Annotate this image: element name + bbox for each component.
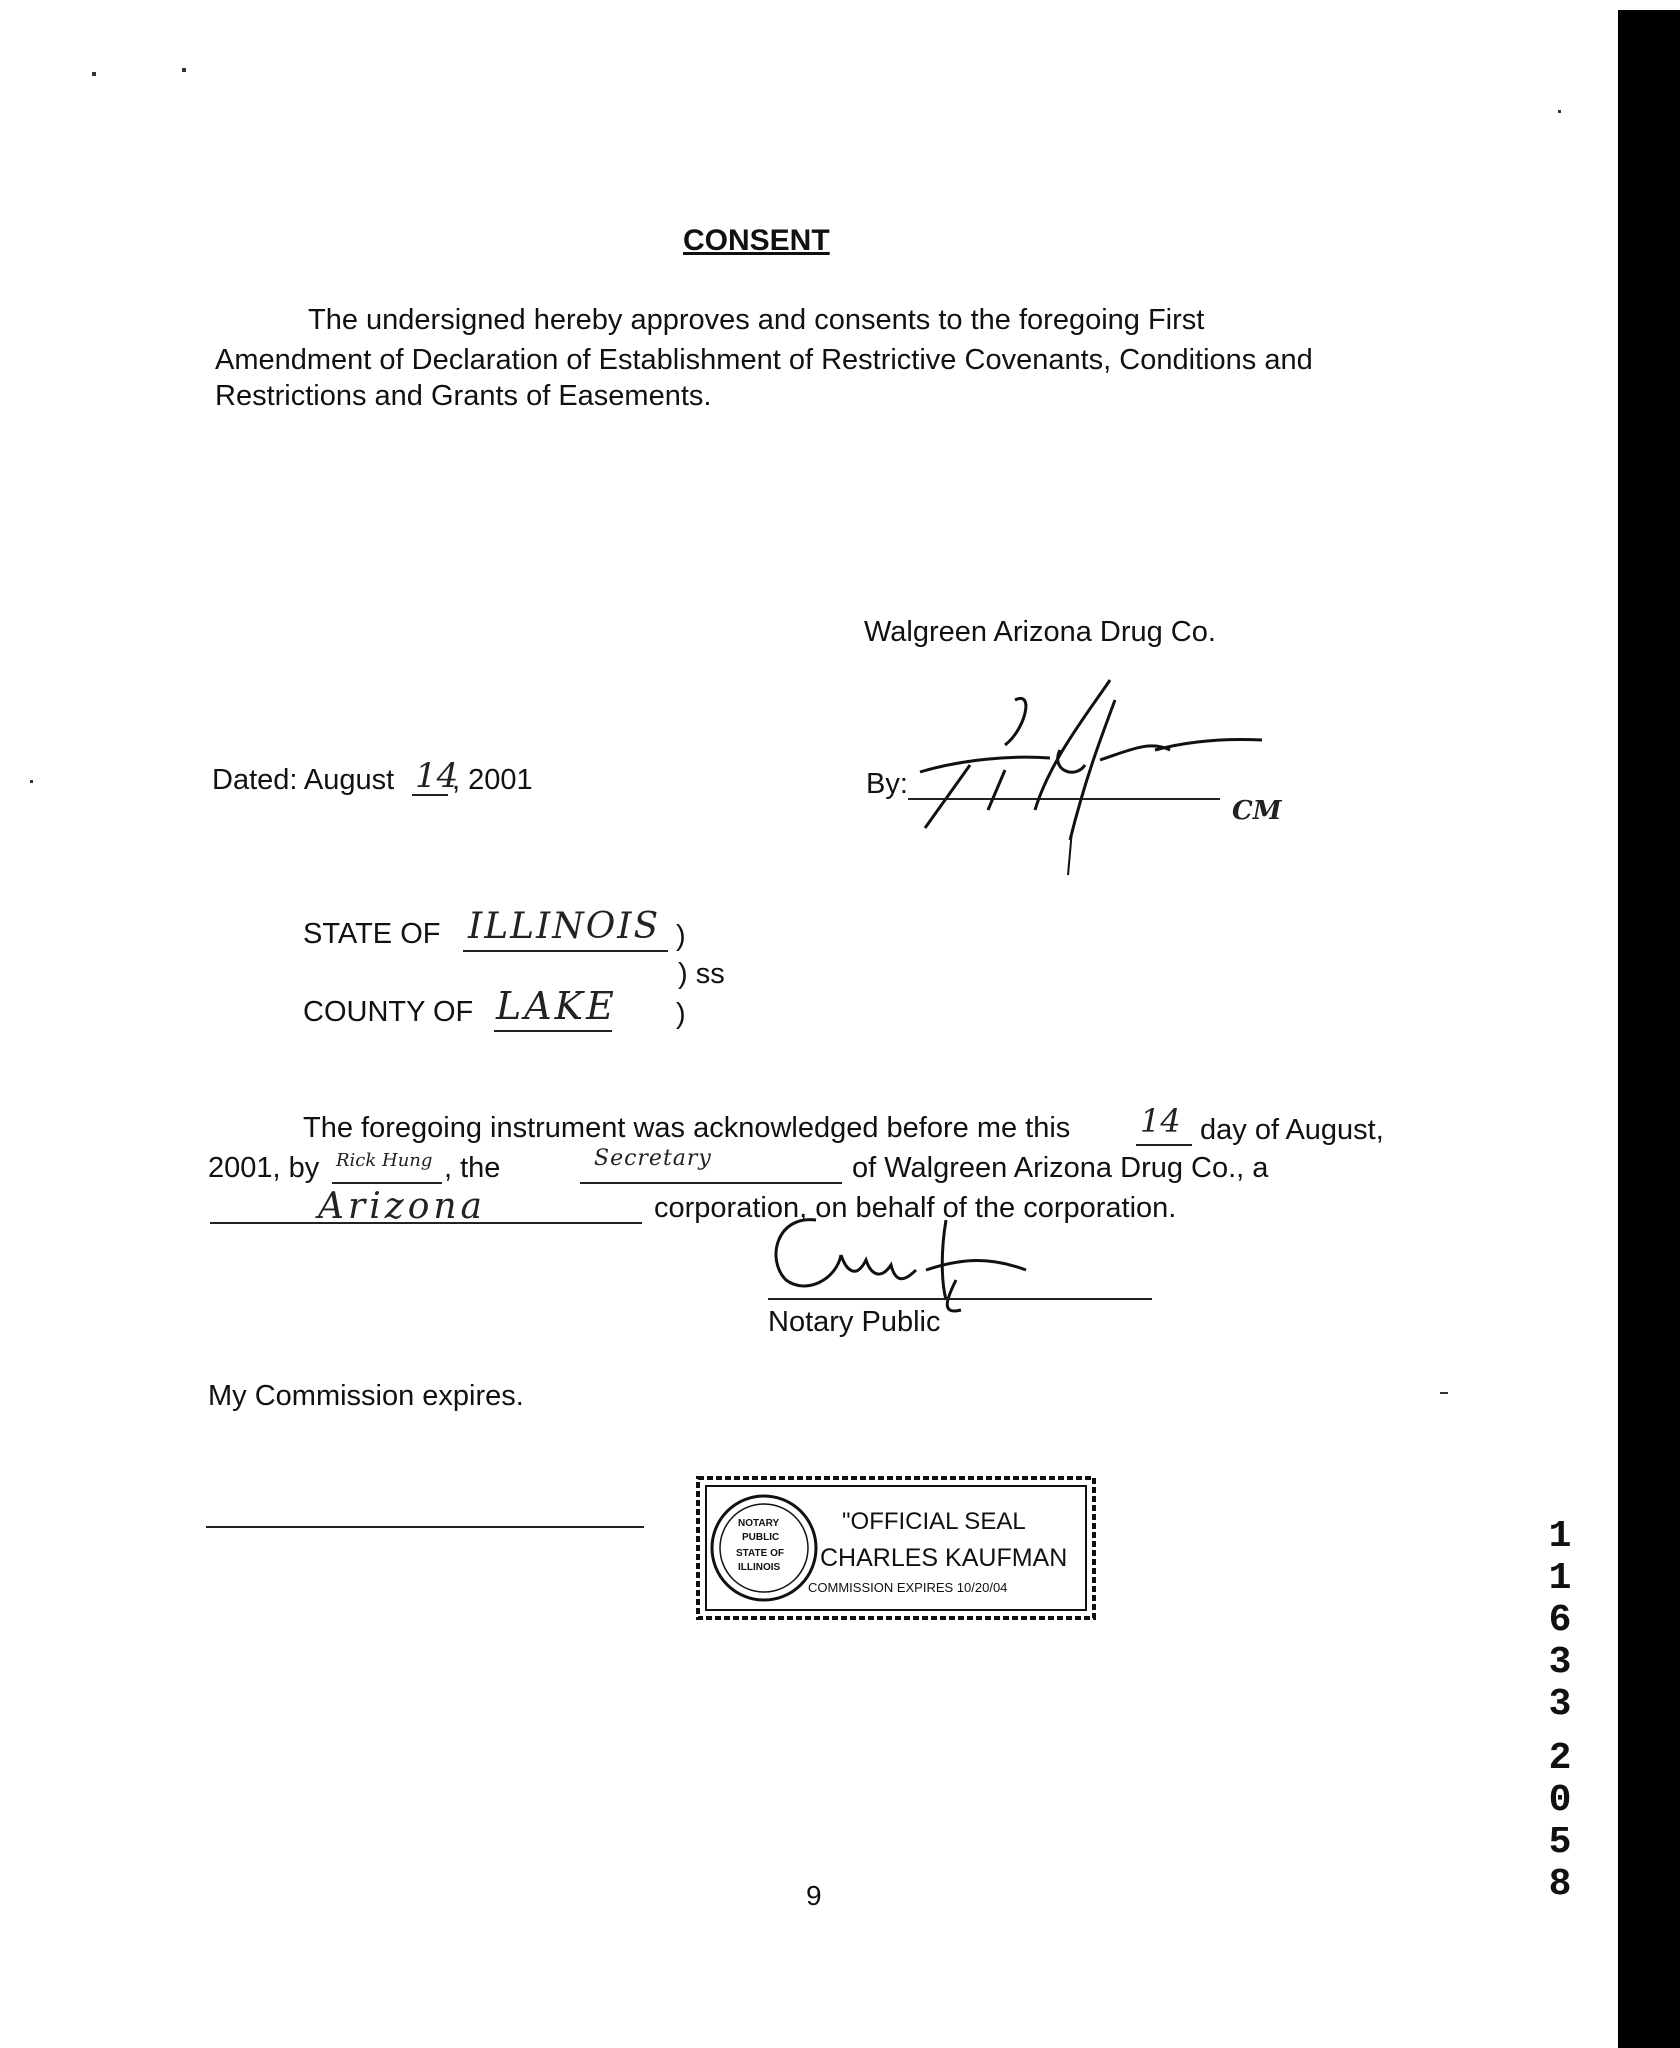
by-label: By: [866,768,908,800]
ack-line-2-the: , the [444,1152,501,1184]
seal-emblem-text-3: STATE OF [736,1548,784,1559]
ack-line-3: corporation, on behalf of the corporation. [654,1192,1177,1224]
ack-line-1-end: day of August, [1200,1114,1384,1146]
ack-line-2-end: of Walgreen Arizona Drug Co., a [852,1152,1269,1184]
seal-line-1: "OFFICIAL SEAL [842,1508,1026,1535]
commission-expires-blank [206,1526,644,1528]
company-name: Walgreen Arizona Drug Co. [864,616,1216,648]
county-paren: ) [676,998,686,1030]
consent-text-line-1: The undersigned hereby approves and consents to the foregoing First [308,304,1205,336]
seal-emblem-text-2: PUBLIC [742,1532,780,1543]
seal-emblem-text-1: NOTARY [738,1518,780,1529]
county-blank [494,1030,612,1032]
seal-emblem-text-4: ILLINOIS [738,1562,781,1573]
notary-signature-line [768,1298,1152,1300]
state-blank [463,950,668,952]
county-value-handwritten: LAKE [496,984,617,1028]
recording-number-part-2: 2 0 5 8 [1548,1737,1572,1906]
dated-label: Dated: August [212,764,395,796]
scan-speck [30,780,33,783]
consent-text-line-3: Restrictions and Grants of Easements. [215,380,712,412]
seal-line-2: CHARLES KAUFMAN [820,1544,1068,1572]
corporation-state-blank [210,1222,642,1224]
signature-initials: CM [1232,796,1282,826]
state-label: STATE OF [303,918,441,950]
recording-number-part-1: 1 1 6 3 3 [1548,1515,1572,1726]
county-label: COUNTY OF [303,996,474,1028]
signer-title-handwritten: Secretary [594,1146,712,1171]
scan-speck [1558,110,1561,113]
official-seal-stamp [692,1472,1100,1624]
dated-year: , 2001 [452,764,533,796]
ack-day-blank [1136,1144,1192,1146]
page-number: 9 [806,1880,822,1911]
signer-name-handwritten: Rick Hung [336,1150,433,1171]
state-paren: ) [676,920,686,952]
scan-edge-bar [1618,10,1680,2048]
notary-label: Notary Public [768,1306,941,1338]
scan-speck [1440,1392,1448,1394]
commission-expires-label: My Commission expires. [208,1380,524,1412]
signer-name-blank [332,1182,442,1184]
ack-line-1: The foregoing instrument was acknowledged before me this [303,1112,1071,1144]
consent-text-line-2: Amendment of Declaration of Establishment of Restrictive Covenants, Conditions and [215,344,1313,376]
dated-day-handwritten: 14 [415,756,459,796]
corporation-state-handwritten: Arizona [318,1186,487,1227]
ss-mark: ) ss [678,958,725,990]
document-title: CONSENT [683,224,830,257]
company-signature [900,670,1280,880]
scan-speck [182,68,186,72]
signer-title-blank [580,1182,842,1184]
ack-line-2-start: 2001, by [208,1152,320,1184]
seal-line-3: COMMISSION EXPIRES 10/20/04 [808,1580,1008,1595]
dated-day-blank [412,794,448,796]
state-value-handwritten: ILLINOIS [468,906,661,947]
ack-day-handwritten: 14 [1140,1102,1181,1140]
scan-speck [92,72,96,76]
